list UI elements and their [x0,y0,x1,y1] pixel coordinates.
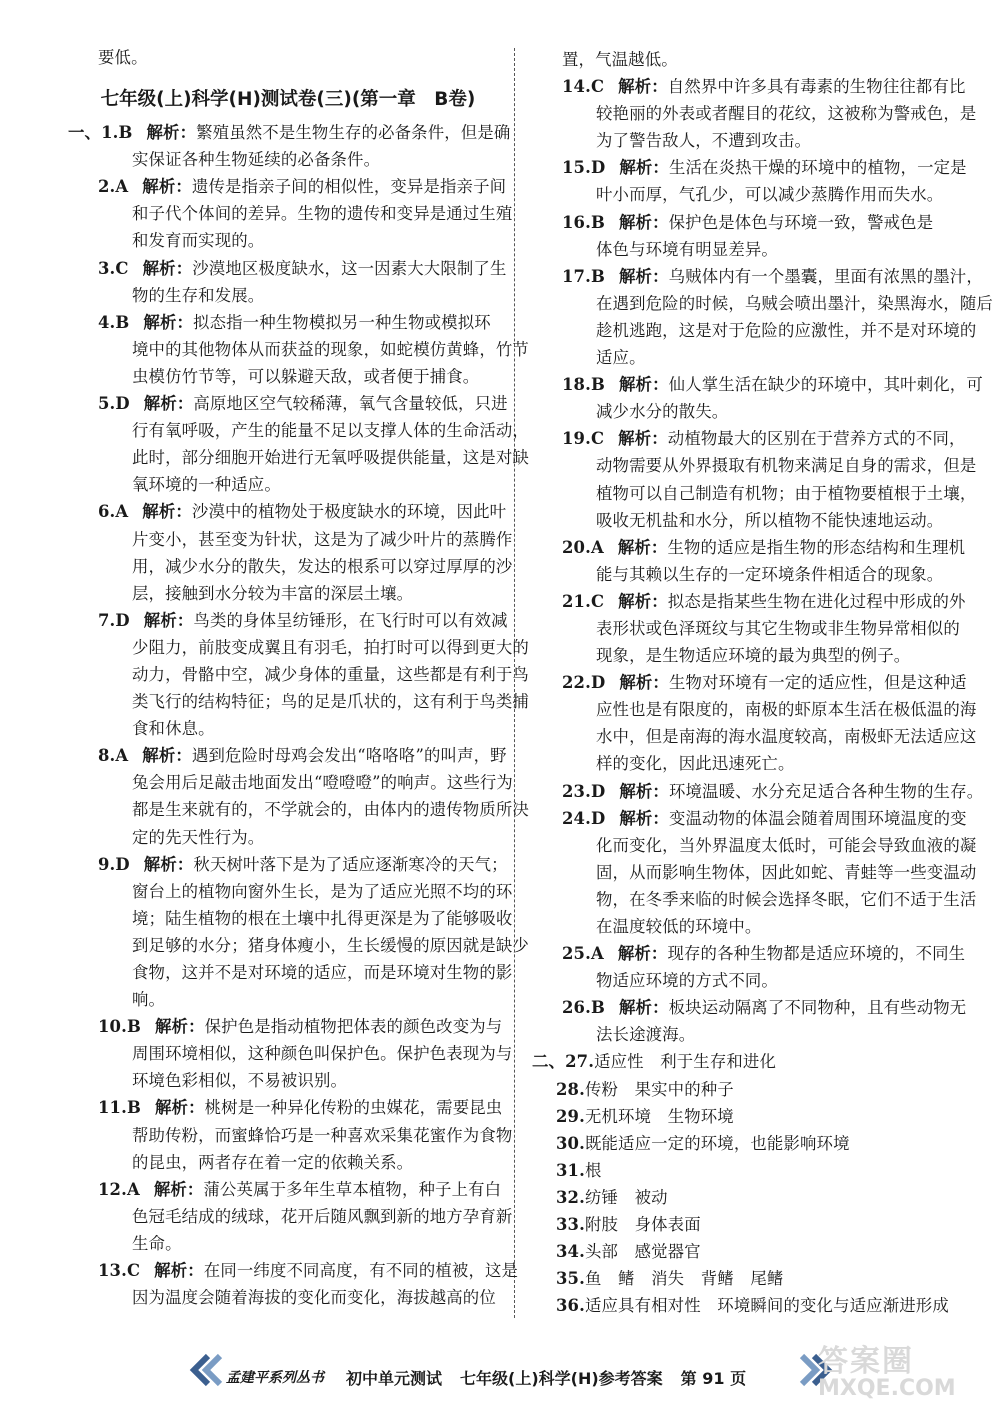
analysis-label: 解析： [143,394,194,414]
answer-continuation-line [532,1021,960,1048]
answer-continuation-line [532,100,977,127]
answer-item [68,309,529,390]
answer-continuation-line [68,282,508,309]
question-number: 23.D [562,781,606,801]
question-number: 29. [556,1106,585,1126]
question-number: 24.D [562,808,606,828]
answer-text: 高原地区空气较稀薄，氧气含量较低，只进 [193,394,508,414]
question-number: 6.A [98,502,129,522]
answer-first-line [68,498,508,525]
fill-answer-line [532,1211,960,1238]
answer-text: 实保证各种生物延续的必备条件。 [132,150,381,170]
answer-continuation-line [68,824,508,851]
answer-continuation-line [68,417,529,444]
answer-continuation-line [532,480,977,507]
answer-text: 物的生存和发展。 [132,285,265,305]
question-number: 5.D [98,394,130,414]
answer-text: 拟态是指某些生物在进化过程中形成的外 [667,591,966,611]
question-number: 33. [556,1215,585,1235]
analysis-label: 解析： [619,673,669,693]
analysis-label: 解析： [618,591,668,611]
analysis-label: 解析： [618,77,668,97]
answer-continuation-line [68,580,508,607]
answer-item [68,498,513,606]
answer-text: 都是生来就有的，不学就会的，由体内的遗传物质所决 [132,800,529,820]
analysis-label: 解析： [154,1098,205,1118]
answer-text: 吸收无机盐和水分，所以植物不能快速地运动。 [596,510,944,530]
answer-continuation-line [532,452,977,479]
answer-continuation-line [532,561,960,588]
answer-continuation-line [532,317,977,344]
answer-text: 减少水分的散失。 [596,402,729,422]
answer-text: 的昆虫，两者存在着一定的依赖关系。 [132,1152,414,1172]
answer-item [68,1013,513,1094]
fill-answer-text: 适应性 利于生存和进化 [594,1052,777,1072]
answer-continuation-line [68,715,508,742]
answer-text: 能与其赖以生存的一定环境条件相适合的现象。 [596,564,944,584]
answer-first-line [532,940,966,967]
answer-continuation-line [68,769,513,796]
answer-text: 趁机逃跑，这是对于危险的应激性，并不是对环境的 [596,320,977,340]
answer-continuation-line [532,344,960,371]
answer-first-line [68,1094,508,1121]
footer-page: 第 91 页 [680,1368,747,1388]
answer-continuation-line [68,661,529,688]
answer-text: 少阻力，前肢变成翼且有羽毛，拍打时可以得到更大的 [132,637,529,657]
answer-text: 生活在炎热干燥的环境中的植物，一定是 [668,158,967,178]
analysis-label: 解析： [154,1017,205,1037]
analysis-label: 解析： [618,212,669,232]
question-number: 27. [565,1052,595,1072]
answer-continuation-line [532,236,960,263]
answer-first-line [68,309,508,336]
answer-continuation-line [532,859,977,886]
fill-answer-text: 无机环境 生物环境 [584,1106,734,1126]
answer-continuation-line [68,1149,508,1176]
analysis-label: 解析： [618,429,668,449]
question-number: 13.C [98,1261,141,1281]
question-number: 9.D [98,854,130,874]
answer-text: 生命。 [132,1233,182,1253]
answer-text: 物适应环境的方式不同。 [596,971,778,991]
analysis-label: 解析： [143,312,194,332]
answer-text: 乌贼体内有一个墨囊，里面有浓黑的墨汁， [668,266,983,286]
fill-answer-text: 根 [584,1160,602,1180]
analysis-label: 解析： [142,502,192,522]
answer-text: 层，接触到水分较为丰富的深层土壤。 [132,583,414,603]
answer-first-line [68,742,508,769]
answer-item [532,669,977,777]
answer-text: 行有氧呼吸，产生的能量不足以支撑人体的生命活动， [132,421,529,441]
fill-answer-line [532,1157,960,1184]
answer-continuation-line [68,444,529,471]
answer-first-line [532,805,967,832]
answer-continuation-line [68,905,513,932]
question-number: 25.A [562,944,604,964]
answer-continuation-line [68,634,529,661]
answer-continuation-line [68,959,513,986]
fill-answer-text: 鱼 鳍 消失 背鳍 尾鳍 [584,1269,784,1289]
fill-answer-line [532,1076,960,1103]
analysis-label: 解析： [618,375,669,395]
watermark-url: MXQE.COM [818,1376,956,1401]
question-number: 26.B [562,998,605,1018]
answer-first-line [68,1013,508,1040]
answer-continuation-line [68,553,513,580]
answer-text: 鸟类的身体呈纺锤形，在飞行时可以有效减 [193,610,508,630]
question-number: 4.B [98,312,130,332]
answer-first-line [68,1257,519,1284]
answer-text: 此时，部分细胞开始进行无氧呼吸提供能量，这是对缺 [132,448,529,468]
page-footer [186,1362,836,1392]
answer-text: 食和休息。 [132,719,215,739]
answer-text: 拟态指一种生物模拟另一种生物或模拟环 [193,312,491,332]
answer-text: 色冠毛结成的绒球，花开后随风飘到新的地方孕育新 [132,1206,513,1226]
answer-text: 窗台上的植物向窗外生长，是为了适应光照不均的环 [132,881,513,901]
answer-text: 到足够的水分；猪身体瘦小，生长缓慢的原因就是缺少 [132,935,529,955]
fill-answer-text: 既能适应一定的环境，也能影响环境 [584,1133,850,1153]
answer-continuation-line [68,878,513,905]
answer-text: 样的变化，因此迅速死亡。 [596,754,795,774]
analysis-label: 解析： [146,123,197,143]
answer-first-line [532,669,967,696]
answer-first-line [532,73,966,100]
answer-item [532,534,966,588]
analysis-label: 解析： [142,258,193,278]
answer-text: 动植物最大的区别在于营养方式的不同， [667,429,966,449]
answer-continuation-line [68,688,529,715]
answer-text: 变温动物的体温会随着周围环境温度的变 [668,808,967,828]
fill-answer-line [532,1103,960,1130]
answer-text: 繁殖虽然不是生物生存的必备条件，但是确 [196,123,511,143]
answer-first-line [68,119,511,146]
answer-text: 境中的其他物体从而获益的现象，如蛇模仿黄蜂，竹节 [132,339,529,359]
answer-item [532,588,966,669]
analysis-label: 解析： [617,537,668,557]
answer-text: 沙漠中的植物处于极度缺水的环境，因此叶 [191,502,507,522]
question-number: 31. [556,1160,585,1180]
answer-item [532,778,984,805]
fill-answer-line [532,1184,960,1211]
answer-text: 类飞行的结构特征；鸟的足是爪状的，这有利于鸟类捕 [132,692,529,712]
answer-text: 适应。 [596,348,646,368]
answer-text: 环境色彩相似，不易被识别。 [132,1071,348,1091]
answer-text: 体色与环境有明显差异。 [596,239,778,259]
section-marker: 二、 [532,1052,566,1072]
answer-text: 物，在冬季来临的时候会选择冬眠，它们不适于生活 [596,889,977,909]
answer-continuation-line [68,1122,513,1149]
answer-text: 遇到危险时母鸡会发出“咯咯咯”的叫声，野 [191,746,507,766]
answer-continuation-line [532,832,977,859]
answer-item [532,805,977,940]
answer-item [532,209,960,263]
question-number: 3.C [98,258,129,278]
question-number: 11.B [98,1098,141,1118]
answer-text: 片变小，甚至变为针状，这是为了减少叶片的蒸腾作 [132,529,513,549]
answer-text: 因为温度会随着海拔的变化而变化，海拔越高的位 [132,1288,496,1308]
question-number: 18.B [562,375,605,395]
answer-continuation-line [532,507,960,534]
answer-text: 保护色是指动植物把体表的颜色改变为与 [204,1017,503,1037]
answer-continuation-line [532,913,960,940]
continued-line: 要低。 [98,48,148,67]
right-question-list [532,73,993,1048]
answer-text: 化而变化，当外界温度太低时，可能会导致血液的凝 [596,835,977,855]
answer-continuation-line [532,615,960,642]
answer-item [68,851,529,1014]
question-number: 19.C [562,429,605,449]
answer-text: 周围环境相似，这种颜色叫保护色。保护色表现为与 [132,1044,513,1064]
analysis-label: 解析： [619,808,669,828]
answer-first-line [532,263,983,290]
analysis-label: 解析： [617,944,668,964]
answer-continuation-line [68,1230,508,1257]
answer-item [532,940,966,994]
answer-text: 在遇到危险的时候，乌贼会喷出墨汁，染黑海水，随后 [596,293,993,313]
answer-item [68,255,508,309]
answer-text: 用，减少水分的散失，发达的根系可以穿过厚厚的沙 [132,556,513,576]
answer-text: 动力，骨骼中空，减少身体的重量，这些都是有利于鸟 [132,664,529,684]
fill-answer-line [532,1265,960,1292]
answer-continuation-line [532,398,960,425]
answer-continuation-line [68,200,513,227]
analysis-label: 解析： [142,177,192,197]
question-number: 14.C [562,77,605,97]
answer-text: 现存的各种生物都是适应环境的，不同生 [667,944,966,964]
answer-continuation-line [532,642,960,669]
fill-answer-line [532,1292,960,1319]
answer-item [532,994,967,1048]
answer-continuation-line [68,363,508,390]
test-title: 七年级(上)科学(H)测试卷(三)(第一章 B卷) [100,89,476,111]
answer-item [68,607,529,742]
answer-first-line [532,209,960,236]
answer-text: 板块运动隔离了不同物种，且有些动物无 [668,998,967,1018]
answer-item [532,154,967,208]
answer-continuation-line [68,932,529,959]
answer-continuation-line [68,986,508,1013]
answer-text: 较艳丽的外表或者醒目的花纹，这被称为警戒色，是 [596,104,977,124]
answer-first-line [68,1176,508,1203]
footer-subject: 七年级(上)科学(H)参考答案 [460,1368,663,1388]
right-column [532,46,993,1319]
answer-continuation-line [68,1067,508,1094]
answer-continuation-line [68,526,513,553]
fill-answer-text: 纺锤 被动 [584,1187,668,1207]
fill-answer-text: 适应具有相对性 环境瞬间的变化与适应渐进形成 [584,1296,949,1316]
answer-item [532,73,977,154]
answer-item [68,1257,519,1311]
answer-text: 境；陆生植物的根在土壤中扎得更深是为了能够吸收 [132,908,513,928]
answer-continuation-line [68,336,529,363]
answer-continuation-line [532,127,960,154]
answer-continuation-line [532,723,977,750]
footer-book: 初中单元测试 [346,1368,443,1388]
analysis-label: 解析： [618,998,669,1018]
answer-text: 仙人掌生活在缺少的环境中，其叶刺化，可 [668,375,983,395]
answer-continuation-line [532,290,993,317]
answer-text: 自然界中许多具有毒素的生物往往都有比 [667,77,966,97]
answer-first-line [532,534,966,561]
analysis-label: 解析： [619,781,669,801]
answer-first-line [532,994,967,1021]
question-number: 2.A [98,177,129,197]
analysis-label: 解析： [154,1261,204,1281]
answer-item [532,371,983,425]
answer-continuation-line [68,227,508,254]
answer-text: 兔会用后足敲击地面发出“噔噔噔”的响声。这些行为 [132,773,513,793]
fill-answer-line [532,1048,960,1075]
answer-first-line [532,371,983,398]
answer-text: 氧环境的一种适应。 [132,475,281,495]
answer-first-line [68,390,508,417]
answer-continuation-line [532,886,977,913]
section-marker: 一、 [68,123,102,143]
analysis-label: 解析： [153,1179,204,1199]
question-number: 22.D [562,673,606,693]
answer-text: 植物可以自己制造有机物；由于植物要植根于土壤， [596,483,977,503]
question-number: 8.A [98,746,129,766]
answer-item [68,1094,513,1175]
answer-text: 沙漠地区极度缺水，这一因素大大限制了生 [192,258,507,278]
answer-text: 叶小而厚，气孔少，可以减少蒸腾作用而失水。 [596,185,944,205]
answer-item [68,1176,513,1257]
question-number: 1.B [101,123,133,143]
answer-first-line [532,425,966,452]
question-number: 28. [556,1079,585,1099]
fill-answer-text: 附肢 身体表面 [584,1215,701,1235]
answer-item [532,263,993,371]
question-number: 10.B [98,1017,141,1037]
answer-text: 遗传是指亲子间的相似性，变异是指亲子间 [191,177,507,197]
answer-text: 响。 [132,990,166,1010]
fill-answer-text: 传粉 果实中的种子 [584,1079,734,1099]
question-number: 34. [556,1242,585,1262]
question-number: 21.C [562,591,605,611]
answer-text: 表形状或色泽斑纹与其它生物或非生物异常相似的 [596,618,960,638]
left-question-list [68,119,529,1311]
answer-continuation-line [68,146,508,173]
answer-item [68,742,529,850]
answer-continuation-line [532,696,977,723]
answer-text: 虫模仿竹节等，可以躲避天敌，或者便于捕食。 [132,366,480,386]
question-number: 36. [556,1296,585,1316]
answer-text: 生物的适应是指生物的形态结构和生理机 [667,537,966,557]
answer-text: 秋天树叶落下是为了适应逐渐寒冷的天气； [193,854,508,874]
watermark-main: 答案圈 [818,1344,914,1379]
analysis-label: 解析： [143,610,194,630]
answer-text: 应性也是有限度的，南极的虾原本生活在极低温的海 [596,700,977,720]
answer-text: 固，从而影响生物体，因此如蛇、青蛙等一些变温动 [596,862,977,882]
answer-item [68,119,511,173]
answer-first-line [532,778,984,805]
left-column [68,44,529,1311]
answer-item [532,425,977,533]
answer-first-line [68,255,508,282]
question-number: 20.A [562,537,604,557]
watermark [818,1336,990,1401]
answer-text: 蒲公英属于多年生草本植物，种子上有白 [203,1179,502,1199]
answer-item [68,173,513,254]
answer-text: 保护色是体色与环境一致，警戒色是 [668,212,934,232]
answer-continuation-line [532,967,960,994]
question-number: 32. [556,1187,585,1207]
analysis-label: 解析： [143,854,194,874]
question-number: 30. [556,1133,585,1153]
question-number: 7.D [98,610,130,630]
answer-continuation-line [68,1284,508,1311]
answer-text: 为了警告敌人，不遭到攻击。 [596,131,812,151]
question-number: 35. [556,1269,585,1289]
question-number: 12.A [98,1179,140,1199]
answer-text: 桃树是一种异化传粉的虫媒花，需要昆虫 [204,1098,503,1118]
answer-first-line [68,851,508,878]
question-number: 17.B [562,266,605,286]
answer-first-line [532,588,966,615]
answer-continuation-line [532,750,960,777]
answer-first-line [68,607,508,634]
answer-first-line [68,173,508,200]
analysis-label: 解析： [619,158,669,178]
answer-text: 定的先天性行为。 [132,827,265,847]
answer-continuation-line [68,1203,513,1230]
answer-continuation-line [68,1040,513,1067]
answer-text: 现象，是生物适应环境的最为典型的例子。 [596,646,911,666]
fill-answer-line [532,1238,960,1265]
answer-text: 环境温暖、水分充足适合各种生物的生存。 [668,781,984,801]
footer-series: 孟建平系列丛书 [226,1370,324,1386]
answer-text: 和发育而实现的。 [132,231,265,251]
answer-text: 在温度较低的环境中。 [596,917,762,936]
answer-text: 动物需要从外界摄取有机物来满足自身的需求，但是 [596,456,977,476]
continued-line-right: 置，气温越低。 [562,50,678,69]
answer-text: 和子代个体间的差异。生物的遗传和变异是通过生殖 [132,204,513,224]
question-number: 16.B [562,212,605,232]
answer-text: 法长途渡海。 [596,1025,696,1045]
answer-continuation-line [68,471,508,498]
answer-text: 水中，但是南海的海水温度较高，南极虾无法适应这 [596,727,977,747]
answer-continuation-line [532,181,960,208]
answer-text: 在同一纬度不同高度，有不同的植被，这是 [203,1261,519,1281]
answer-first-line [532,154,967,181]
fill-answer-list [532,1048,960,1319]
analysis-label: 解析： [618,266,669,286]
fill-answer-text: 头部 感觉器官 [584,1242,701,1262]
answer-text: 食物，这并不是对环境的适应，而是环境对生物的影 [132,963,513,982]
analysis-label: 解析： [142,746,192,766]
answer-text: 生物对环境有一定的适应性，但是这种适 [668,673,967,693]
answer-continuation-line [68,796,529,823]
answer-text: 帮助传粉，而蜜蜂恰巧是一种喜欢采集花蜜作为食物 [132,1125,513,1145]
question-number: 15.D [562,158,606,178]
answer-item [68,390,529,498]
fill-answer-line [532,1130,960,1157]
